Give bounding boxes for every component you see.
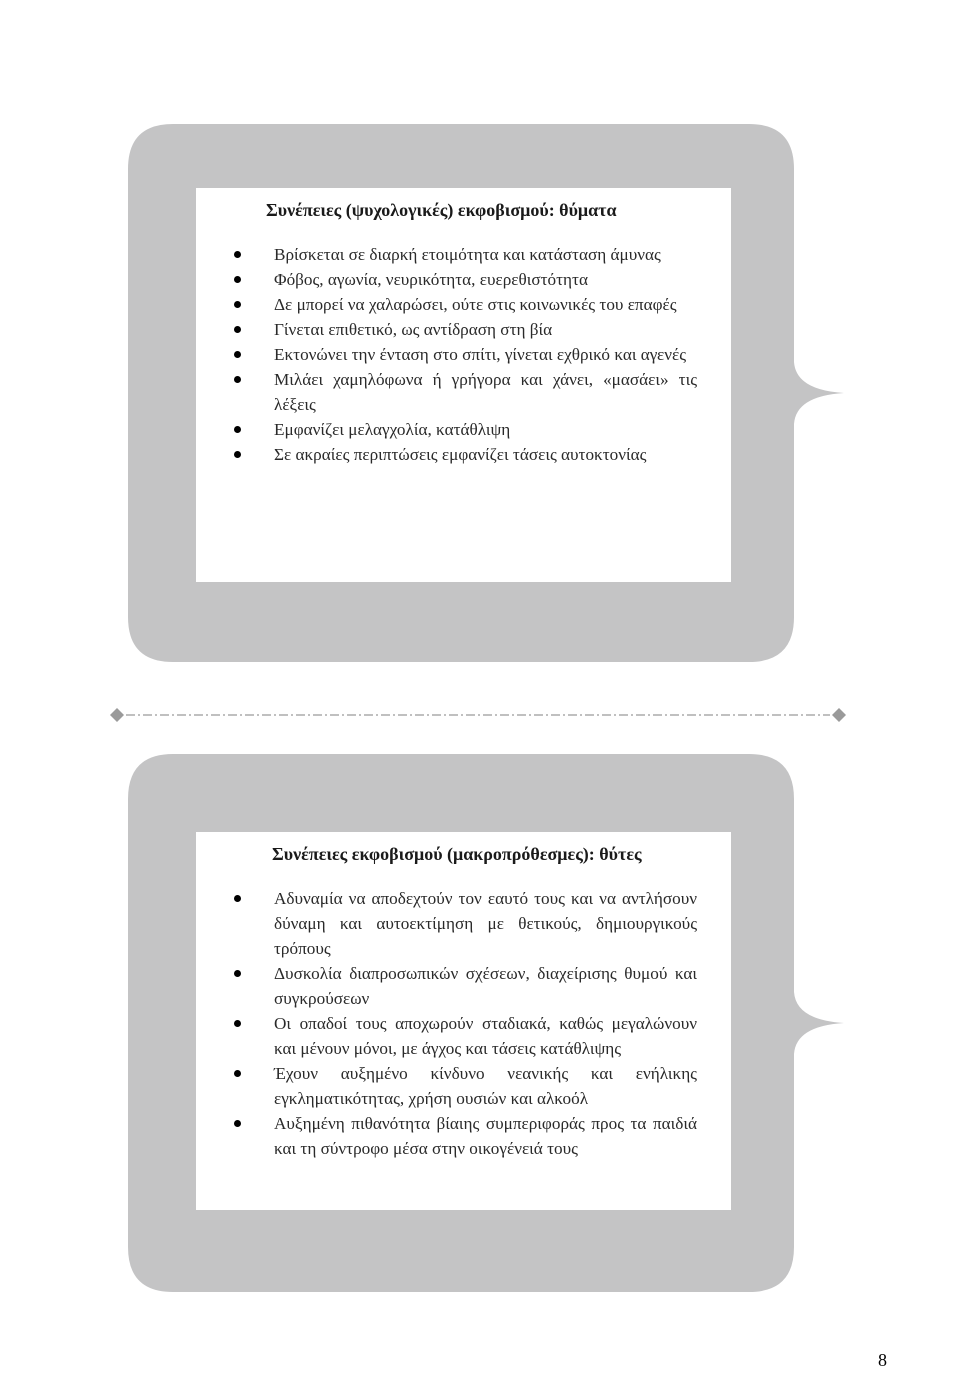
page-number: 8 <box>878 1350 887 1370</box>
list-item: Δυσκολία διαπροσωπικών σχέσεων, διαχείρισης θυμού και συγκρούσεων <box>234 961 697 1011</box>
list-item: Βρίσκεται σε διαρκή ετοιμότητα και κατάσταση άμυνας <box>234 242 697 267</box>
list-item: Γίνεται επιθετικό, ως αντίδραση στη βία <box>234 317 697 342</box>
list-item: Οι οπαδοί τους αποχωρούν σταδιακά, καθώς μεγαλώνουν και μένουν μόνοι, με άγχος και τάσεις κατάθλιψης <box>234 1011 697 1061</box>
divider-left-diamond-icon <box>110 708 124 722</box>
list-item: Σε ακραίες περιπτώσεις εμφανίζει τάσεις αυτοκτονίας <box>234 442 697 467</box>
section2-list <box>234 886 697 1161</box>
slide-content-1 <box>196 188 731 582</box>
list-item: Δε μπορεί να χαλαρώσει, ούτε στις κοινωνικές του επαφές <box>234 292 697 317</box>
section2-title: Συνέπειες εκφοβισμού (μακροπρόθεσμες): θύτες <box>272 844 642 864</box>
list-item: Φόβος, αγωνία, νευρικότητα, ευερεθιστότητα <box>234 267 697 292</box>
list-item: Εκτονώνει την ένταση στο σπίτι, γίνεται εχθρικό και αγενές <box>234 342 697 367</box>
list-item: Μιλάει χαμηλόφωνα ή γρήγορα και χάνει, «μασάει» τις λέξεις <box>234 367 697 417</box>
section1-list <box>234 242 697 467</box>
slide-content-2 <box>196 832 731 1210</box>
section-divider <box>108 706 848 724</box>
divider-right-diamond-icon <box>832 708 846 722</box>
list-item: Αυξημένη πιθανότητα βίαιης συμπεριφοράς προς τα παιδιά και τη σύντροφο μέσα στην οικογένειά τους <box>234 1111 697 1161</box>
list-item: Αδυναμία να αποδεχτούν τον εαυτό τους και να αντλήσουν δύναμη και αυτοεκτίμηση με θετικούς, δημιουργικούς τρόπους <box>234 886 697 961</box>
list-item: Έχουν αυξημένο κίνδυνο νεανικής και ενήλικης εγκληματικότητας, χρήση ουσιών και αλκοόλ <box>234 1061 697 1111</box>
section1-title: Συνέπειες (ψυχολογικές) εκφοβισμού: θύματα <box>266 200 617 220</box>
list-item: Εμφανίζει μελαγχολία, κατάθλιψη <box>234 417 697 442</box>
